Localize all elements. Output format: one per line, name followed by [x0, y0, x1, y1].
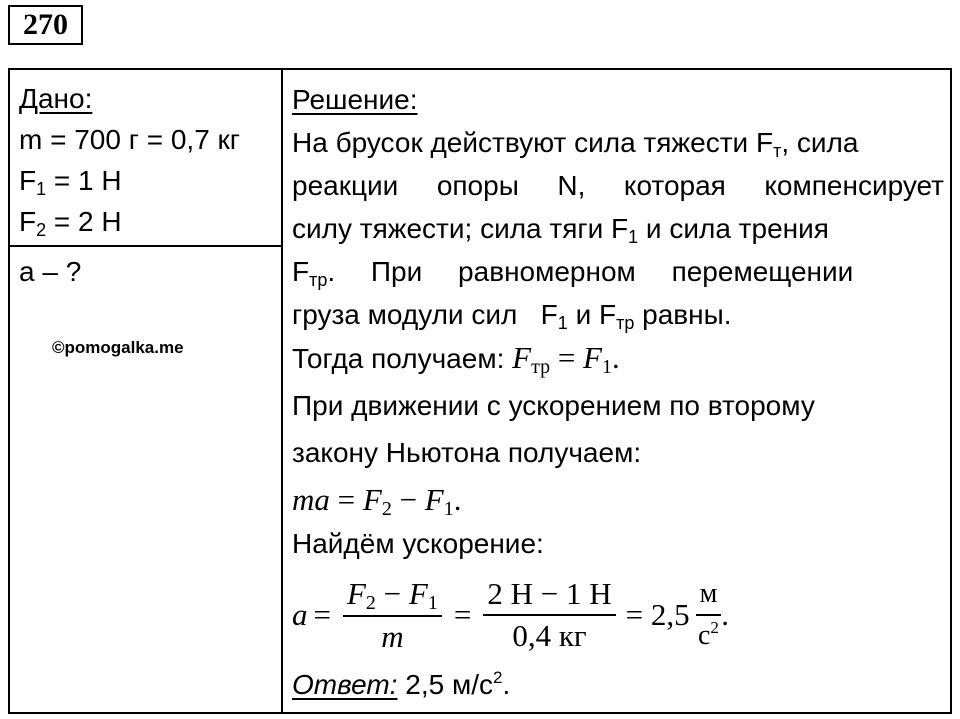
watermark: ©pomogalka.me [52, 338, 184, 357]
solution-line-7: закону Ньютона получаем: [292, 437, 642, 468]
solution-line-8: Найдём ускорение: [292, 528, 544, 559]
solution-table [8, 68, 952, 714]
solution-line-3: силу тяжести; сила тяги $F_1$ и сила трения [292, 213, 829, 247]
equation-newton: ma = $F_2 - F_1$. [292, 482, 462, 520]
solution-line-1: На брусок действуют сила тяжести $F_т$, сила [292, 127, 859, 161]
solution-section [292, 78, 944, 706]
solution-line-4: $F_{тр}$. При равномерном перемещении [292, 256, 854, 290]
unit-fraction: $\frac{м}{с^2}$ [696, 576, 722, 654]
problem-number: 270 [8, 5, 83, 45]
equation-acceleration: a = $\frac{F_2 - F_1}{m}$ = $\frac{2 Н - 1 Н}{0,4 кг}$ = 2,5 $\frac{м}{с^2}$ . [292, 575, 730, 654]
unknown-question: a – ? [19, 256, 82, 287]
given-f2: $F_2 = 2$ Н [19, 206, 122, 240]
answer: Ответ: 2,5 $м/с^2$. [292, 668, 511, 700]
solution-line-2: реакции опоры N, которая компенсирует [292, 170, 944, 201]
fraction-symbolic: $\frac{F_2 - F_1}{m}$ [343, 576, 442, 655]
equation-friction: Тогда получаем: $F_{тр} = F_1$. [292, 340, 620, 378]
solution-header: Решение: [292, 84, 418, 115]
solution-line-5: груза модули сил $F_1$ и $F_{тр}$ равны. [292, 299, 732, 333]
solution-line-6: При движении с ускорением по второму [292, 390, 815, 421]
given-f1: $F_1 = 1$ Н [19, 165, 122, 199]
given-header: Дано: [19, 83, 93, 114]
given-section [19, 78, 240, 242]
fraction-numeric: $\frac{2 Н - 1 Н}{0,4 кг}$ [483, 576, 615, 654]
given-mass: m = 700 г = 0,7 кг [19, 124, 241, 155]
column-divider [281, 70, 283, 712]
given-divider [10, 245, 281, 247]
